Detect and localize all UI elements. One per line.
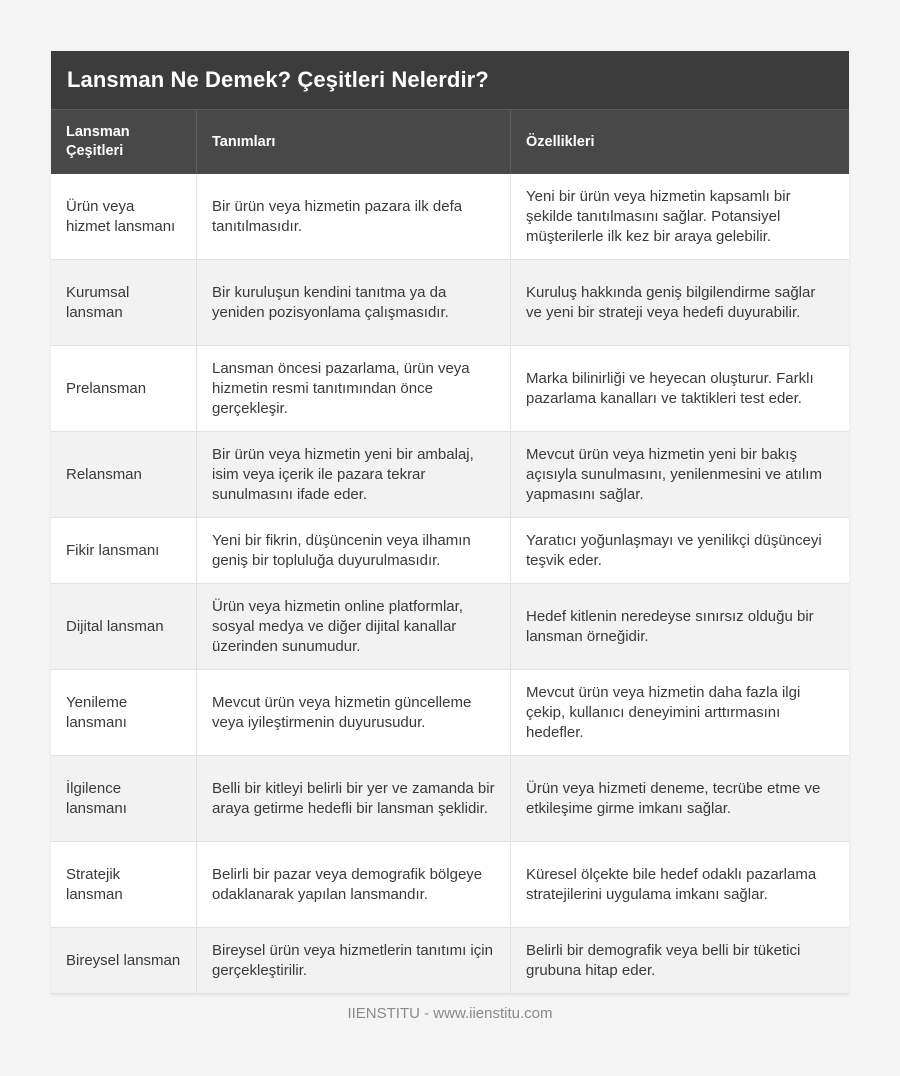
table-card bbox=[51, 51, 849, 994]
cell-type: Prelansman bbox=[51, 346, 197, 431]
table-row bbox=[51, 584, 849, 670]
table-row bbox=[51, 346, 849, 432]
cell-type: Kurumsal lansman bbox=[51, 260, 197, 345]
column-header-features: Özellikleri bbox=[526, 133, 595, 150]
table-row bbox=[51, 260, 849, 346]
cell-type: Yenileme lansmanı bbox=[51, 670, 197, 755]
cell-type: Bireysel lansman bbox=[51, 928, 197, 993]
cell-definition: Bireysel ürün veya hizmetlerin tanıtımı için gerçekleştirilir. bbox=[197, 928, 511, 993]
table-header bbox=[51, 109, 849, 174]
table-body bbox=[51, 174, 849, 994]
cell-features: Ürün veya hizmeti deneme, tecrübe etme ve etkileşime girme imkanı sağlar. bbox=[526, 779, 821, 817]
cell-definition: Mevcut ürün veya hizmetin güncelleme veya iyileştirmenin duyurusudur. bbox=[197, 670, 511, 755]
cell-features: Kuruluş hakkında geniş bilgilendirme sağlar ve yeni bir strateji veya hedefi duyurabilir. bbox=[526, 283, 816, 321]
cell-features: Yaratıcı yoğunlaşmayı ve yenilikçi düşünceyi teşvik eder. bbox=[526, 531, 822, 569]
table-row bbox=[51, 756, 849, 842]
cell-features: Belirli bir demografik veya belli bir tüketici grubuna hitap eder. bbox=[526, 941, 801, 979]
cell-definition: Lansman öncesi pazarlama, ürün veya hizmetin resmi tanıtımından önce gerçekleşir. bbox=[197, 346, 511, 431]
cell-definition: Bir ürün veya hizmetin pazara ilk defa tanıtılmasıdır. bbox=[197, 174, 511, 259]
cell-type: Dijital lansman bbox=[51, 584, 197, 669]
title-bar bbox=[51, 51, 849, 109]
column-header-type: Lansman Çeşitleri bbox=[51, 110, 197, 174]
table-row bbox=[51, 928, 849, 994]
cell-type: Ürün veya hizmet lansmanı bbox=[51, 174, 197, 259]
table-row bbox=[51, 174, 849, 260]
cell-definition: Bir ürün veya hizmetin yeni bir ambalaj, isim veya içerik ile pazara tekrar sunulmasını ifade eder. bbox=[197, 432, 511, 517]
table-row bbox=[51, 670, 849, 756]
cell-features: Hedef kitlenin neredeyse sınırsız olduğu bir lansman örneğidir. bbox=[526, 607, 814, 645]
cell-features: Mevcut ürün veya hizmetin yeni bir bakış açısıyla sunulmasını, yenilenmesini ve atılım yapmasını sağlar. bbox=[526, 445, 822, 503]
cell-features: Küresel ölçekte bile hedef odaklı pazarlama stratejilerini uygulama imkanı sağlar. bbox=[526, 865, 817, 903]
column-header-definition: Tanımları bbox=[197, 110, 511, 174]
footer-credit: IIENSTITU - www.iienstitu.com bbox=[347, 1005, 553, 1022]
table-row bbox=[51, 432, 849, 518]
cell-type: Stratejik lansman bbox=[51, 842, 197, 927]
cell-definition: Yeni bir fikrin, düşüncenin veya ilhamın geniş bir topluluğa duyurulmasıdır. bbox=[197, 518, 511, 583]
cell-features: Marka bilinirliği ve heyecan oluşturur. Farklı pazarlama kanalları ve taktikleri test eder. bbox=[526, 369, 814, 407]
table-row bbox=[51, 518, 849, 584]
page-title: Lansman Ne Demek? Çeşitleri Nelerdir? bbox=[67, 67, 489, 92]
cell-definition: Belirli bir pazar veya demografik bölgeye odaklanarak yapılan lansmandır. bbox=[197, 842, 511, 927]
cell-features: Yeni bir ürün veya hizmetin kapsamlı bir şekilde tanıtılmasını sağlar. Potansiyel müşterilerle ilk kez bir araya gelebilir. bbox=[526, 187, 791, 245]
cell-definition: Belli bir kitleyi belirli bir yer ve zamanda bir araya getirme hedefli bir lansman şeklidir. bbox=[197, 756, 511, 841]
cell-features: Mevcut ürün veya hizmetin daha fazla ilgi çekip, kullanıcı deneyimini arttırmasını hedefler. bbox=[526, 683, 801, 741]
cell-type: Relansman bbox=[51, 432, 197, 517]
table-row bbox=[51, 842, 849, 928]
cell-type: Fikir lansmanı bbox=[51, 518, 197, 583]
cell-type: İlgilence lansmanı bbox=[51, 756, 197, 841]
cell-definition: Ürün veya hizmetin online platformlar, sosyal medya ve diğer dijital kanallar üzerinden sunumudur. bbox=[197, 584, 511, 669]
cell-definition: Bir kuruluşun kendini tanıtma ya da yeniden pozisyonlama çalışmasıdır. bbox=[197, 260, 511, 345]
